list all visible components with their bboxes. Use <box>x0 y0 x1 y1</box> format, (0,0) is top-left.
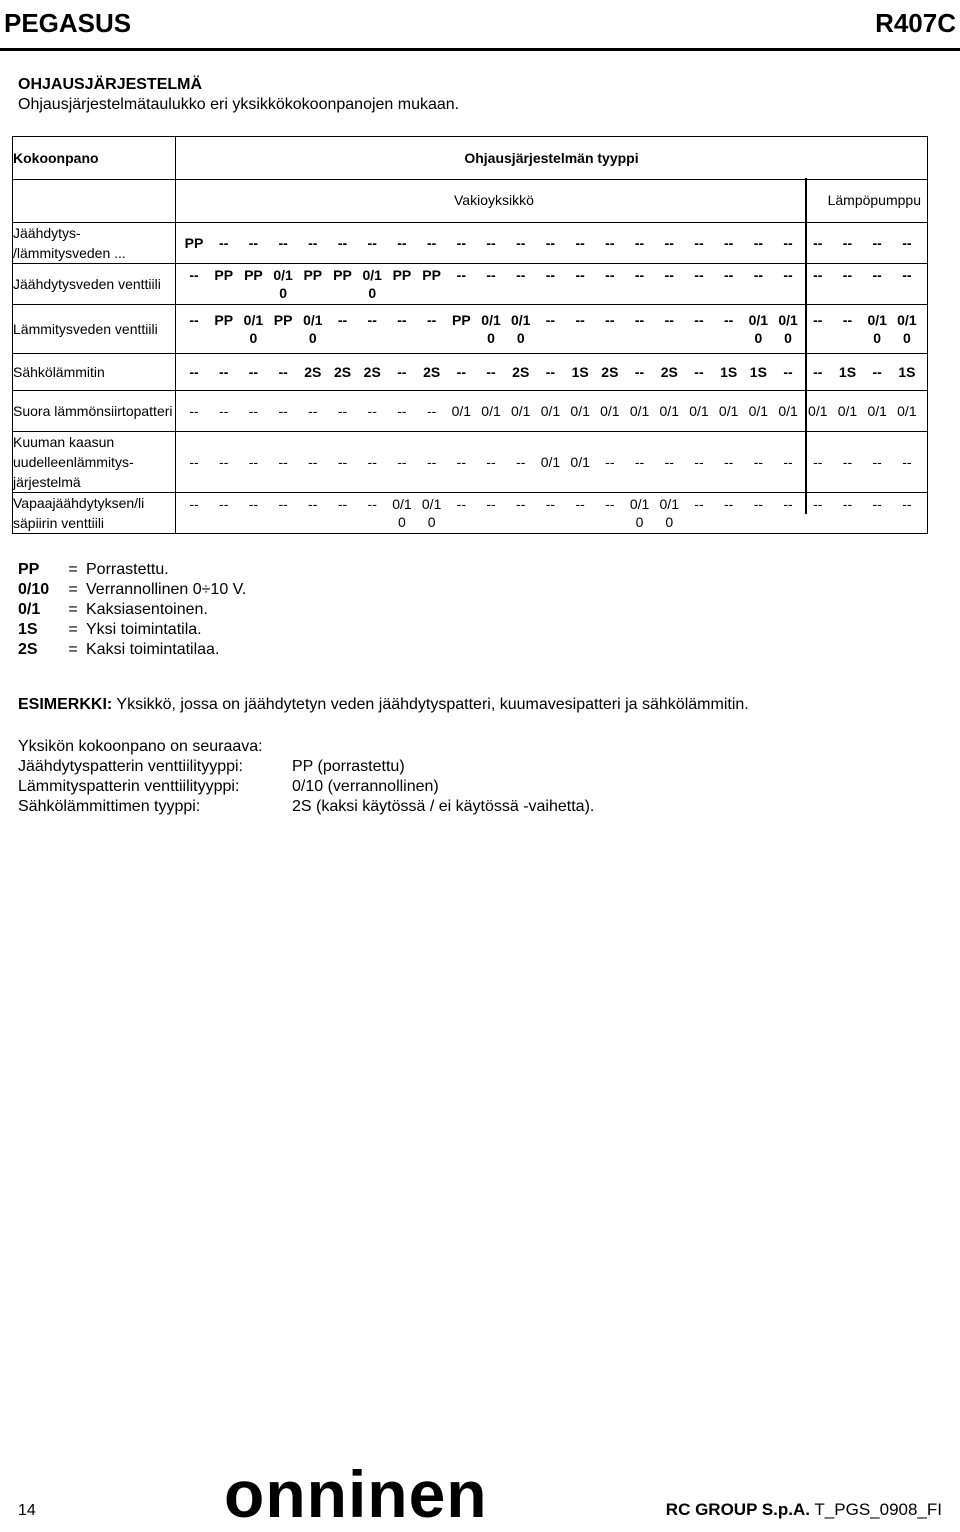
legend-text: Yksi toimintatila. <box>86 621 202 638</box>
table-cell: -- <box>248 235 259 251</box>
table-cell: -- <box>545 235 556 251</box>
row-values <box>176 432 928 493</box>
section-subtitle: Ohjausjärjestelmätaulukko eri yksikkökokoonpanojen mukaan. <box>18 96 460 113</box>
brand-name: PEGASUS <box>4 8 132 38</box>
table-cell: 0/1 <box>540 403 561 419</box>
table-cell: -- <box>397 235 407 251</box>
table-cell: -- <box>219 454 229 470</box>
table-cell: -- <box>723 235 734 251</box>
table-cell: -- <box>516 496 526 512</box>
table-cell: -- <box>783 235 793 251</box>
table-cell: 0/1 0 <box>303 312 323 346</box>
table-cell: -- <box>337 454 348 470</box>
table-cell: -- <box>634 454 645 470</box>
table-cell: -- <box>575 496 585 512</box>
table-cell: PP <box>422 267 441 283</box>
table-cell: -- <box>456 235 466 251</box>
table-cell: -- <box>516 267 526 283</box>
table-cell: -- <box>337 496 348 512</box>
table-cell: -- <box>634 267 645 283</box>
table-cell: 2S <box>601 364 619 380</box>
table-cell: -- <box>575 312 585 328</box>
table-cell: -- <box>516 454 526 470</box>
table-cell: 0/1 0 <box>659 496 679 530</box>
table-cell: 0/1 0 <box>629 496 650 530</box>
table-cell: -- <box>813 496 823 512</box>
doc-code: T_PGS_0908_FI <box>814 1500 942 1519</box>
table-cell: 0/1 0 <box>481 312 501 346</box>
table-cell: -- <box>783 496 793 512</box>
table-cell: -- <box>545 312 556 328</box>
legend-equals: = <box>68 601 78 618</box>
table-cell: -- <box>605 235 615 251</box>
table-cell: 2S <box>660 364 678 380</box>
table-cell: -- <box>278 454 288 470</box>
table-cell: -- <box>516 235 526 251</box>
table-cell: -- <box>308 403 318 419</box>
config-label: Sähkölämmittimen tyyppi: <box>18 798 201 815</box>
table-cell: -- <box>248 496 259 512</box>
table-cell: 0/1 0 <box>273 267 293 301</box>
table-cell: -- <box>842 267 853 283</box>
company-name: RC GROUP S.p.A. <box>665 1500 810 1519</box>
table-cell: 2S <box>333 364 352 380</box>
table-cell: 0/1 <box>570 454 590 470</box>
table-cell: 1S <box>898 364 916 380</box>
table-cell: -- <box>872 364 882 380</box>
table-cell: -- <box>783 454 793 470</box>
table-cell: -- <box>694 312 704 328</box>
table-cell: -- <box>753 454 764 470</box>
control-system-table <box>12 136 928 534</box>
table-cell: -- <box>219 496 229 512</box>
table-cell: -- <box>634 312 645 328</box>
table-cell: PP <box>451 312 471 328</box>
table-cell: -- <box>664 267 674 283</box>
table-cell: -- <box>605 267 615 283</box>
table-cell: -- <box>842 235 853 251</box>
footer-company <box>666 1500 942 1520</box>
table-cell: -- <box>813 267 823 283</box>
table-cell: -- <box>813 312 823 328</box>
table-cell: -- <box>813 454 823 470</box>
table-cell: -- <box>902 496 912 512</box>
table-cell: -- <box>842 312 853 328</box>
table-cell: 2S <box>363 364 381 380</box>
table-cell: -- <box>278 364 288 380</box>
table-cell: PP <box>244 267 263 283</box>
table-cell: PP <box>184 235 204 251</box>
table-row <box>13 305 928 354</box>
row-values <box>176 264 928 305</box>
table-row <box>13 432 928 493</box>
table-cell: -- <box>723 267 734 283</box>
table-cell: -- <box>189 364 199 380</box>
table-cell: -- <box>902 454 912 470</box>
table-cell: -- <box>694 454 704 470</box>
table-cell: -- <box>367 403 377 419</box>
row-label: Jäähdytys- /lämmitysveden ... <box>13 223 176 264</box>
row-values <box>176 223 928 264</box>
table-cell: -- <box>397 403 407 419</box>
table-cell: -- <box>486 496 496 512</box>
table-cell: -- <box>367 312 377 328</box>
table-cell: 0/1 0 <box>243 312 264 346</box>
table-cell: PP <box>214 267 234 283</box>
config-intro: Yksikön kokoonpano on seuraava: <box>18 738 263 755</box>
table-cell: 0/1 <box>778 403 798 419</box>
table-cell: 2S <box>304 364 322 380</box>
table-cell: 0/1 <box>867 403 887 419</box>
config-label: Lämmityspatterin venttiilityyppi: <box>18 778 240 795</box>
table-cell: -- <box>664 235 674 251</box>
row-label: Jäähdytysveden venttiili <box>13 264 176 305</box>
table-cell: -- <box>189 403 199 419</box>
table-cell: -- <box>486 454 496 470</box>
heat-pump-separator <box>805 178 807 514</box>
table-cell: -- <box>694 496 704 512</box>
table-cell: 0/1 <box>570 403 590 419</box>
table-cell: -- <box>723 454 734 470</box>
table-row <box>13 264 928 305</box>
legend-item <box>18 620 246 640</box>
table-cell: 0/1 <box>600 403 620 419</box>
row-values <box>176 354 928 391</box>
legend-item <box>18 640 246 660</box>
table-cell: -- <box>486 235 496 251</box>
row-label: Vapaajäähdytyksen/li säpiirin venttiili <box>13 493 176 534</box>
table-cell: 0/1 <box>451 403 472 419</box>
model-code: R407C <box>875 8 956 38</box>
legend-equals: = <box>68 621 78 638</box>
config-value: 0/10 (verrannollinen) <box>292 778 439 795</box>
config-value: 2S (kaksi käytössä / ei käytössä -vaihetta). <box>292 798 595 815</box>
table-cell: -- <box>723 312 734 328</box>
table-cell: -- <box>783 364 793 380</box>
row-values <box>176 305 928 354</box>
table-cell: -- <box>189 496 199 512</box>
table-cell: 0/1 <box>540 454 561 470</box>
config-item <box>18 757 594 777</box>
table-cell: 0/1 0 <box>897 312 917 346</box>
type-column-header: Ohjausjärjestelmän tyyppi <box>176 137 928 180</box>
table-cell: -- <box>842 496 853 512</box>
table-cell: -- <box>219 403 229 419</box>
config-value: PP (porrastettu) <box>292 758 405 775</box>
table-cell: -- <box>813 235 823 251</box>
table-cell: 0/1 <box>659 403 679 419</box>
table-cell: -- <box>694 267 704 283</box>
legend-item <box>18 580 246 600</box>
table-cell: -- <box>634 235 645 251</box>
legend <box>18 560 246 660</box>
table-cell: 0/1 0 <box>392 496 412 530</box>
table-cell: -- <box>872 496 882 512</box>
table-cell: -- <box>337 312 348 328</box>
table-cell: 0/1 0 <box>362 267 382 301</box>
table-body <box>13 223 928 534</box>
table-cell: -- <box>189 312 199 328</box>
table-cell: -- <box>545 496 556 512</box>
table-cell: -- <box>753 267 764 283</box>
table-cell: 0/1 <box>511 403 531 419</box>
table-cell: -- <box>397 312 407 328</box>
table-cell: -- <box>337 403 348 419</box>
table-cell: 1S <box>720 364 738 380</box>
config-item <box>18 797 594 817</box>
table-cell: -- <box>308 496 318 512</box>
table-cell: -- <box>456 454 466 470</box>
table-cell: -- <box>813 364 823 380</box>
table-cell: -- <box>605 454 615 470</box>
table-cell: -- <box>753 235 764 251</box>
table-cell: -- <box>189 454 199 470</box>
table-cell: -- <box>308 235 318 251</box>
legend-text: Porrastettu. <box>86 561 169 578</box>
row-values <box>176 391 928 432</box>
table-cell: 0/1 0 <box>748 312 769 346</box>
table-cell: 0/1 <box>808 403 828 419</box>
table-cell: -- <box>426 403 437 419</box>
table-cell: -- <box>426 454 437 470</box>
table-cell: -- <box>902 267 912 283</box>
table-cell: PP <box>273 312 293 328</box>
table-cell: -- <box>456 364 466 380</box>
table-cell: 0/1 <box>897 403 917 419</box>
legend-text: Kaksi toimintatilaa. <box>86 641 220 658</box>
table-cell: -- <box>456 496 466 512</box>
row-label: Kuuman kaasun uudelleenlämmitys-järjestelmä <box>13 432 176 493</box>
legend-key: 2S <box>18 641 38 658</box>
table-cell: 0/1 0 <box>421 496 442 530</box>
table-cell: 1S <box>571 364 589 380</box>
table-row <box>13 493 928 534</box>
blank-header-cell <box>13 180 176 223</box>
table-cell: -- <box>545 267 556 283</box>
config-label: Jäähdytyspatterin venttiilityyppi: <box>18 758 243 775</box>
table-cell: 0/1 <box>718 403 739 419</box>
table-cell: -- <box>486 267 496 283</box>
group-heat-pump: Lämpöpumppu <box>827 192 921 208</box>
table-cell: -- <box>694 235 704 251</box>
table-cell: -- <box>219 364 229 380</box>
table-cell: -- <box>278 235 288 251</box>
table-cell: -- <box>456 267 466 283</box>
legend-key: 1S <box>18 621 38 638</box>
table-cell: -- <box>367 235 377 251</box>
table-cell: -- <box>486 364 496 380</box>
table-cell: -- <box>248 364 259 380</box>
example-line <box>18 696 749 714</box>
table-cell: -- <box>248 454 259 470</box>
table-row <box>13 354 928 391</box>
example-text: Yksikkö, jossa on jäähdytetyn veden jäähdytyspatteri, kuumavesipatteri ja sähkölämmitin. <box>116 696 749 713</box>
table-row <box>13 223 928 264</box>
table-cell: -- <box>664 312 674 328</box>
legend-equals: = <box>68 561 78 578</box>
table-cell: -- <box>367 454 377 470</box>
legend-text: Verrannollinen 0÷10 V. <box>86 581 247 598</box>
legend-key: 0/1 <box>18 601 41 618</box>
table-cell: -- <box>308 454 318 470</box>
example-label: ESIMERKKI: <box>18 696 113 713</box>
table-cell: -- <box>634 364 645 380</box>
table-cell: -- <box>902 235 912 251</box>
config-column-header: Kokoonpano <box>13 137 176 180</box>
table-cell: -- <box>367 496 377 512</box>
unit-configuration <box>18 737 594 817</box>
table-row <box>13 391 928 432</box>
table-cell: -- <box>605 496 615 512</box>
table-cell: 1S <box>749 364 767 380</box>
legend-item <box>18 600 246 620</box>
table-cell: 0/1 <box>481 403 501 419</box>
table-cell: -- <box>664 454 674 470</box>
table-cell: -- <box>426 312 437 328</box>
table-cell: -- <box>723 496 734 512</box>
group-header-row <box>176 180 928 223</box>
table-cell: 0/1 0 <box>511 312 531 346</box>
table-cell: -- <box>575 235 585 251</box>
onninen-logo: onninen <box>224 1457 488 1531</box>
table-cell: -- <box>248 403 259 419</box>
group-standard-unit: Vakioyksikkö <box>454 192 534 208</box>
table-cell: PP <box>333 267 352 283</box>
legend-key: 0/10 <box>18 581 50 598</box>
table-cell: PP <box>392 267 412 283</box>
legend-equals: = <box>68 581 78 598</box>
table-cell: -- <box>397 364 407 380</box>
table-cell: -- <box>337 235 348 251</box>
legend-equals: = <box>68 641 78 658</box>
section-title: OHJAUSJÄRJESTELMÄ <box>18 76 203 93</box>
table-cell: -- <box>575 267 585 283</box>
page-number: 14 <box>18 1502 36 1519</box>
table-cell: 0/1 0 <box>778 312 798 346</box>
page-header <box>0 0 960 51</box>
row-label: Suora lämmönsiirtopatteri <box>13 391 176 432</box>
legend-text: Kaksiasentoinen. <box>86 601 208 618</box>
table-cell: 1S <box>838 364 857 380</box>
table-cell: -- <box>605 312 615 328</box>
table-cell: -- <box>694 364 704 380</box>
legend-item <box>18 560 246 580</box>
table-cell: -- <box>426 235 437 251</box>
table-cell: -- <box>397 454 407 470</box>
row-label: Lämmitysveden venttiili <box>13 305 176 354</box>
table-cell: -- <box>219 235 229 251</box>
table-cell: -- <box>545 364 556 380</box>
table-cell: 2S <box>423 364 441 380</box>
legend-key: PP <box>18 561 40 578</box>
table-cell: 0/1 0 <box>867 312 887 346</box>
table-cell: -- <box>872 235 882 251</box>
table-cell: 0/1 <box>689 403 709 419</box>
table-cell: 0/1 <box>748 403 769 419</box>
table-cell: -- <box>753 496 764 512</box>
table-cell: 2S <box>512 364 530 380</box>
table-cell: -- <box>278 496 288 512</box>
table-cell: -- <box>872 454 882 470</box>
table-cell: -- <box>189 267 199 283</box>
row-values <box>176 493 928 534</box>
table-cell: PP <box>303 267 323 283</box>
table-cell: 0/1 <box>629 403 650 419</box>
table-cell: -- <box>278 403 288 419</box>
table-cell: -- <box>872 267 882 283</box>
table-cell: -- <box>842 454 853 470</box>
row-label: Sähkölämmitin <box>13 354 176 391</box>
table-cell: -- <box>783 267 793 283</box>
table-cell: 0/1 <box>837 403 858 419</box>
config-item <box>18 777 594 797</box>
table-cell: PP <box>214 312 234 328</box>
